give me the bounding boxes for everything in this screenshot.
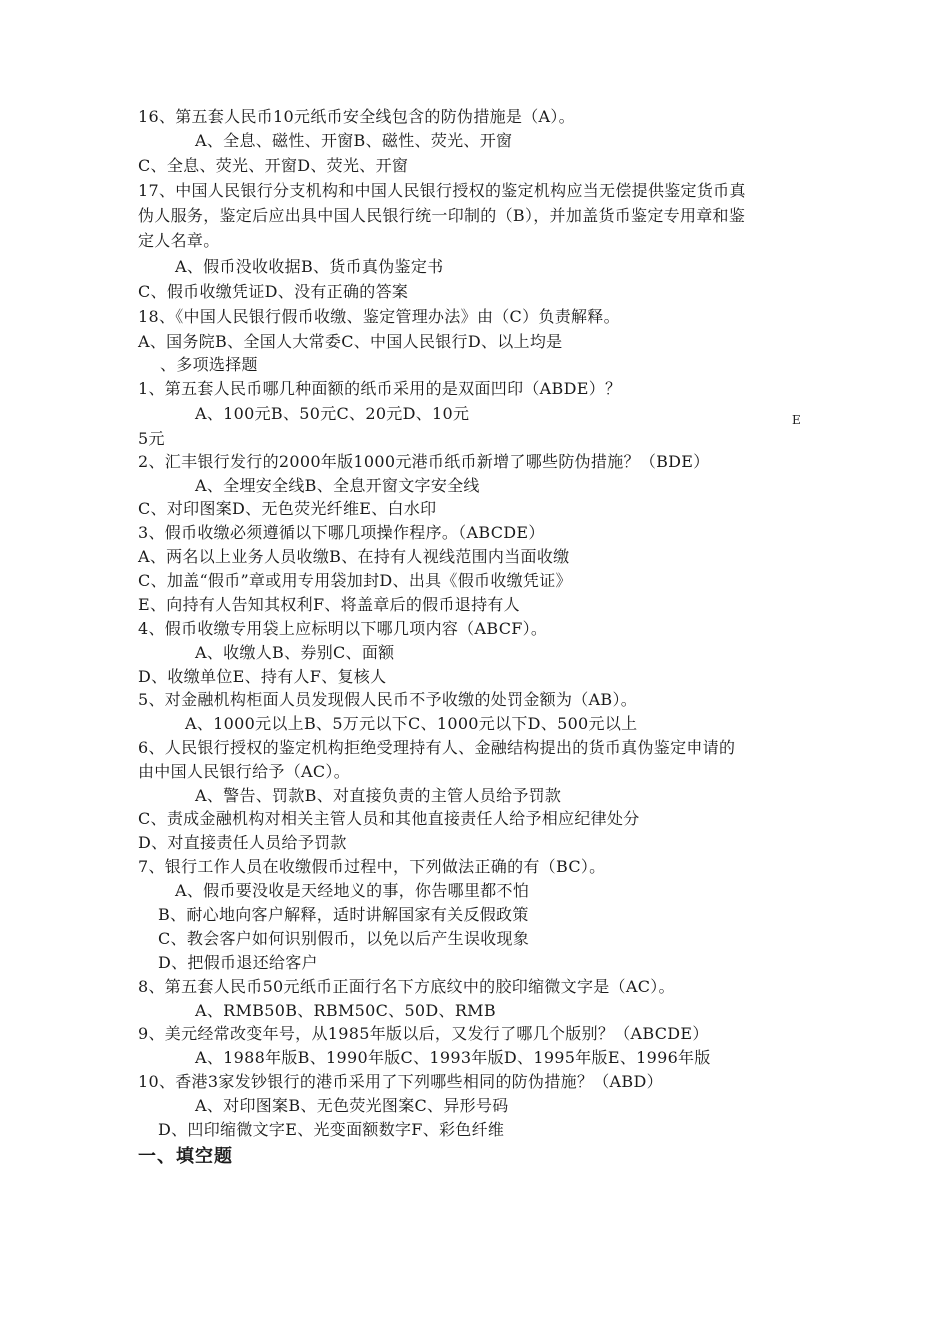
mc-question-3: 3、假币收缴必须遵循以下哪几项操作程序。（ABCDE）: [138, 523, 545, 542]
mc-question-6-cont: 由中国人民银行给予（AC）。: [138, 762, 350, 781]
mc-question-10: 10、香港3家发钞银行的港币采用了下列哪些相同的防伪措施？（ABD）: [138, 1072, 663, 1091]
question-17: 17、中国人民银行分支机构和中国人民银行授权的鉴定机构应当无偿提供鉴定货币真: [138, 181, 746, 200]
mc-question-9-options: A、1988年版B、1990年版C、1993年版D、1995年版E、1996年版: [195, 1048, 711, 1067]
question-17-options-ab: A、假币没收收据B、货币真伪鉴定书: [175, 257, 444, 276]
mc-question-1: 1、第五套人民币哪几种面额的纸币采用的是双面凹印（ABDE）？: [138, 379, 622, 398]
mc-question-8: 8、第五套人民币50元纸币正面行名下方底纹中的胶印缩微文字是（AC）。: [138, 977, 675, 996]
question-17-options-cd: C、假币收缴凭证D、没有正确的答案: [138, 282, 409, 301]
question-17-cont-1: 伪人服务，鉴定后应出具中国人民银行统一印制的（B），并加盖货币鉴定专用章和鉴: [138, 206, 746, 225]
mc-question-6-options-ab: A、警告、罚款B、对直接负责的主管人员给予罚款: [195, 786, 562, 805]
mc-question-4-options-abc: A、收缴人B、券别C、面额: [195, 643, 395, 662]
mc-question-10-options-abc: A、对印图案B、无色荧光图案C、异形号码: [195, 1096, 509, 1115]
mc-question-7: 7、银行工作人员在收缴假币过程中，下列做法正确的有（BC）。: [138, 857, 606, 876]
mc-question-5: 5、对金融机构柜面人员发现假人民币不予收缴的处罚金额为（AB）。: [138, 690, 638, 709]
mc-question-6-option-c: C、责成金融机构对相关主管人员和其他直接责任人给予相应纪律处分: [138, 809, 640, 828]
mc-question-2-options-cde: C、对印图案D、无色荧光纤维E、白水印: [138, 499, 437, 518]
question-18: 18、《中国人民银行假币收缴、鉴定管理办法》由（C）负责解释。: [138, 307, 620, 326]
question-17-cont-2: 定人名章。: [138, 231, 220, 250]
mc-question-6-option-d: D、对直接责任人员给予罚款: [138, 833, 347, 852]
question-16-options-ab: A、全息、磁性、开窗B、磁性、荧光、开窗: [195, 131, 513, 150]
mc-question-10-options-def: D、凹印缩微文字E、光变面额数字F、彩色纤维: [158, 1120, 505, 1139]
mc-question-2-options-ab: A、全埋安全线B、全息开窗文字安全线: [195, 476, 480, 495]
mc-question-1-option-e-marker: E: [792, 413, 802, 427]
question-16: 16、第五套人民币10元纸币安全线包含的防伪措施是（A）。: [138, 107, 575, 126]
mc-question-4-options-def: D、收缴单位E、持有人F、复核人: [138, 667, 387, 686]
mc-question-5-options: A、1000元以上B、5万元以下C、1000元以下D、500元以上: [185, 714, 638, 733]
mc-question-7-option-b: B、耐心地向客户解释，适时讲解国家有关反假政策: [158, 905, 529, 924]
mc-question-1-option-e: 5元: [138, 429, 165, 448]
mc-question-9: 9、美元经常改变年号，从1985年版以后，又发行了哪几个版别？（ABCDE）: [138, 1024, 709, 1043]
mc-question-7-option-d: D、把假币退还给客户: [158, 953, 318, 972]
mc-question-8-options: A、RMB50B、RBM50C、50D、RMB: [195, 1001, 496, 1020]
mc-question-3-options-ef: E、向持有人告知其权利F、将盖章后的假币退持有人: [138, 595, 520, 614]
mc-question-7-option-c: C、教会客户如何识别假币，以免以后产生误收现象: [158, 929, 530, 948]
mc-question-2: 2、汇丰银行发行的2000年版1000元港币纸币新增了哪些防伪措施？（BDE）: [138, 452, 710, 471]
mc-question-6: 6、人民银行授权的鉴定机构拒绝受理持有人、金融结构提出的货币真伪鉴定申请的: [138, 738, 736, 757]
mc-question-4: 4、假币收缴专用袋上应标明以下哪几项内容（ABCF）。: [138, 619, 548, 638]
mc-question-3-options-ab: A、两名以上业务人员收缴B、在持有人视线范围内当面收缴: [138, 547, 570, 566]
section-multiple-choice: 、多项选择题: [160, 355, 258, 374]
question-18-options: A、国务院B、全国人大常委C、中国人民银行D、以上均是: [138, 332, 563, 351]
mc-question-1-options: A、100元B、50元C、20元D、10元: [195, 404, 470, 423]
question-16-options-cd: C、全息、荧光、开窗D、荧光、开窗: [138, 156, 409, 175]
mc-question-3-options-cd: C、加盖“假币”章或用专用袋加封D、出具《假币收缴凭证》: [138, 571, 572, 590]
section-heading-fill-in: 一、填空题: [138, 1146, 233, 1167]
mc-question-7-option-a: A、假币要没收是天经地义的事，你告哪里都不怕: [175, 881, 530, 900]
